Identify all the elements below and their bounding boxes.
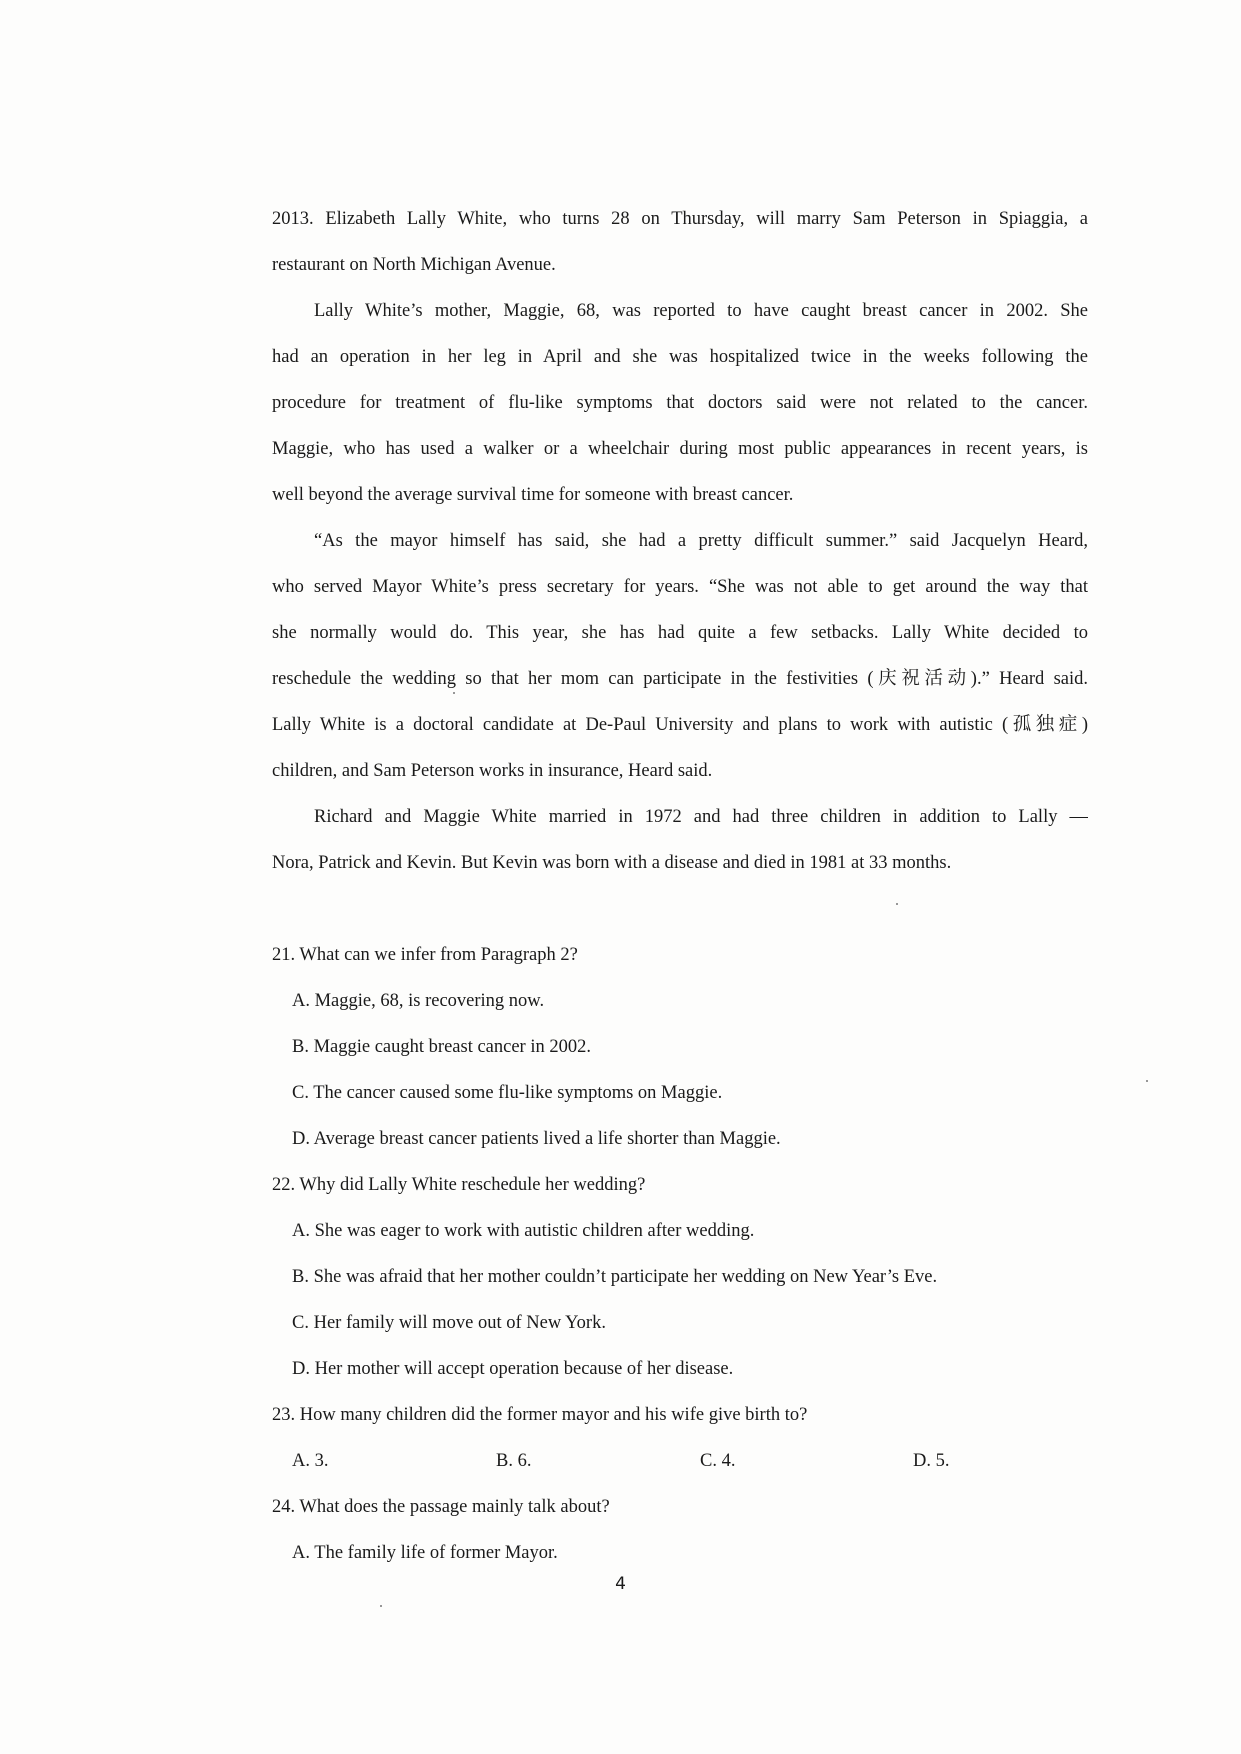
answer-option: D. 5. xyxy=(913,1451,950,1471)
answer-option: D. Average breast cancer patients lived a life shorter than Maggie. xyxy=(292,1129,781,1149)
answer-option: C. Her family will move out of New York. xyxy=(292,1313,606,1333)
text-line: Maggie, who has used a walker or a wheelchair during most public appearances in recent years, is xyxy=(272,439,1088,459)
question-22 xyxy=(272,1162,1088,1392)
question-stem: 21. What can we infer from Paragraph 2? xyxy=(272,945,578,965)
scan-speck xyxy=(380,1605,382,1607)
page-number: 4 xyxy=(615,1574,626,1594)
paragraph-2 xyxy=(272,288,1088,518)
text-line: had an operation in her leg in April and she was hospitalized twice in the weeks following the xyxy=(272,347,1088,367)
text-line: “As the mayor himself has said, she had a pretty difficult summer.” said Jacquelyn Heard, xyxy=(314,531,1088,551)
answer-options-row xyxy=(272,1438,1088,1484)
text-line: Richard and Maggie White married in 1972 and had three children in addition to Lally — xyxy=(314,807,1088,827)
paragraph-3 xyxy=(272,518,1088,794)
answer-option: A. She was eager to work with autistic children after wedding. xyxy=(292,1221,755,1241)
text-line: Lally White’s mother, Maggie, 68, was reported to have caught breast cancer in 2002. She xyxy=(314,301,1088,321)
text-line: procedure for treatment of flu-like symptoms that doctors said were not related to the cancer. xyxy=(272,393,1088,413)
text-line: Lally White is a doctoral candidate at De-Paul University and plans to work with autistic (孤独症) xyxy=(272,715,1088,735)
answer-option: B. Maggie caught breast cancer in 2002. xyxy=(292,1037,591,1057)
question-stem: 22. Why did Lally White reschedule her wedding? xyxy=(272,1175,646,1195)
scan-speck xyxy=(1146,1080,1148,1082)
scan-speck xyxy=(453,692,455,694)
text-line: she normally would do. This year, she has had quite a few setbacks. Lally White decided to xyxy=(272,623,1088,643)
question-23 xyxy=(272,1392,1088,1484)
question-24 xyxy=(272,1484,1088,1576)
text-line: reschedule the wedding so that her mom can participate in the festivities (庆祝活动).” Heard said. xyxy=(272,669,1088,689)
answer-option: B. She was afraid that her mother couldn’t participate her wedding on New Year’s Eve. xyxy=(292,1267,938,1287)
text-line: 2013. Elizabeth Lally White, who turns 28 on Thursday, will marry Sam Peterson in Spiaggia, a xyxy=(272,209,1088,229)
text-line: children, and Sam Peterson works in insurance, Heard said. xyxy=(272,761,713,781)
answer-option: A. The family life of former Mayor. xyxy=(292,1543,558,1563)
text-line: well beyond the average survival time for someone with breast cancer. xyxy=(272,485,794,505)
spacer xyxy=(272,886,1088,932)
answer-option: B. 6. xyxy=(496,1451,532,1471)
question-stem: 24. What does the passage mainly talk about? xyxy=(272,1497,610,1517)
question-21 xyxy=(272,932,1088,1162)
paragraph-4 xyxy=(272,794,1088,886)
text-line: who served Mayor White’s press secretary for years. “She was not able to get around the way that xyxy=(272,577,1088,597)
answer-option: C. The cancer caused some flu-like symptoms on Maggie. xyxy=(292,1083,723,1103)
answer-option: A. Maggie, 68, is recovering now. xyxy=(292,991,545,1011)
scan-speck xyxy=(896,903,898,905)
answer-option: A. 3. xyxy=(292,1451,329,1471)
answer-option: C. 4. xyxy=(700,1451,736,1471)
text-line: Nora, Patrick and Kevin. But Kevin was born with a disease and died in 1981 at 33 months. xyxy=(272,853,952,873)
text-line: restaurant on North Michigan Avenue. xyxy=(272,255,556,275)
question-stem: 23. How many children did the former mayor and his wife give birth to? xyxy=(272,1405,808,1425)
page-content xyxy=(272,196,1088,1576)
paragraph-1 xyxy=(272,196,1088,288)
answer-option: D. Her mother will accept operation because of her disease. xyxy=(292,1359,734,1379)
